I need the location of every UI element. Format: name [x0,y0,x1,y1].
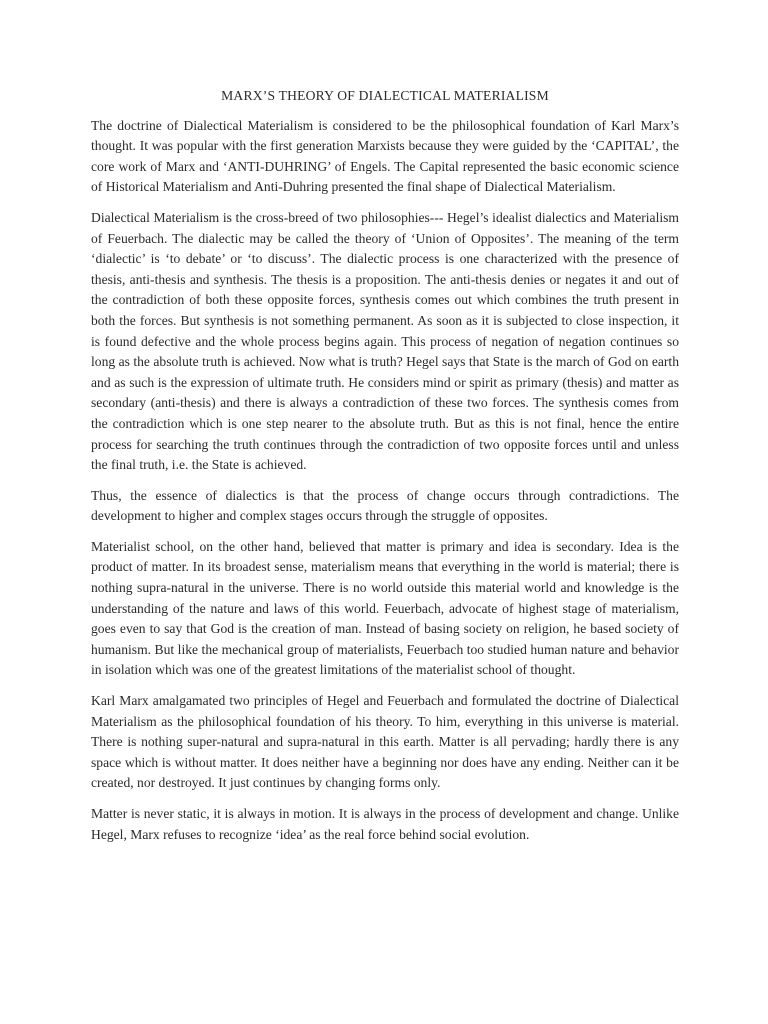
paragraph-1: The doctrine of Dialectical Materialism is considered to be the philosophical foundation of Karl Marx’s thought. It was popular with the first generation Marxists because they were guided by the ‘CAPITAL’, the core work of Marx and ‘ANTI-DUHRING’ of Engels. The Capital represented the basic economic science of Historical Materialism and Anti-Duhring presented the final shape of Dialectical Materialism. [91,117,679,195]
paragraph-3: Thus, the essence of dialectics is that the process of change occurs through contradictions. The development to higher and complex stages occurs through the struggle of opposites. [91,487,679,524]
paragraph-5: Karl Marx amalgamated two principles of Hegel and Feuerbach and formulated the doctrine of Dialectical Materialism as the philosophical foundation of his theory. To him, everything in this universe is material. There is nothing super-natural and supra-natural in this earth. Matter is all pervading; hardly there is any space which is without matter. It does neither have a beginning nor does have any ending. Neither can it be created, nor destroyed. It just continues by changing forms only. [91,693,679,791]
paragraph-6: Matter is never static, it is always in motion. It is always in the process of development and change. Unlike Hegel, Marx refuses to recognize ‘idea’ as the real force behind social evolution. [91,806,679,842]
paragraph-4: Materialist school, on the other hand, believed that matter is primary and idea is secondary. Idea is the product of matter. In its broadest sense, materialism means that everything in the world is material; there is nothing supra-natural in the universe. There is no world outside this material world and knowledge is the understanding of the nature and laws of this world. Feuerbach, advocate of highest stage of materialism, goes even to say that God is the creation of man. Instead of basing society on religion, he based society of humanism. But like the mechanical group of materialists, Feuerbach too studied human nature and behavior in isolation which was one of the greatest limitations of the materialist school of thought. [91,538,679,678]
paragraph-2: Dialectical Materialism is the cross-breed of two philosophies--- Hegel’s idealist dialectics and Materialism of Feuerbach. The dialectic may be called the theory of ‘Union of Opposites’. The meaning of the term ‘dialectic’ is ‘to debate’ or ‘to discuss’. The dialectic process is one characterized with the presence of thesis, anti-thesis and synthesis. The thesis is a proposition. The anti-thesis denies or negates it and out of the contradiction of both these opposite forces, synthesis comes out which combines the truth present in both the forces. But synthesis is not something permanent. As soon as it is subjected to close inspection, it is found defective and the whole process begins again. This process of negation of negation continues so long as the absolute truth is achieved. Now what is truth? Hegel says that State is the march of God on earth and as such is the expression of ultimate truth. He considers mind or spirit as primary (thesis) and matter as secondary (anti-thesis) and there is always a contradiction of these two forces. The synthesis comes from the contradiction which is one step nearer to the absolute truth. But as this is not final, hence the entire process for searching the truth continues through the contradiction of two opposite forces until and unless the final truth, i.e. the State is achieved. [91,209,679,473]
document-page [91,86,679,855]
document-title: MARX’S THEORY OF DIALECTICAL MATERIALISM [221,88,549,103]
